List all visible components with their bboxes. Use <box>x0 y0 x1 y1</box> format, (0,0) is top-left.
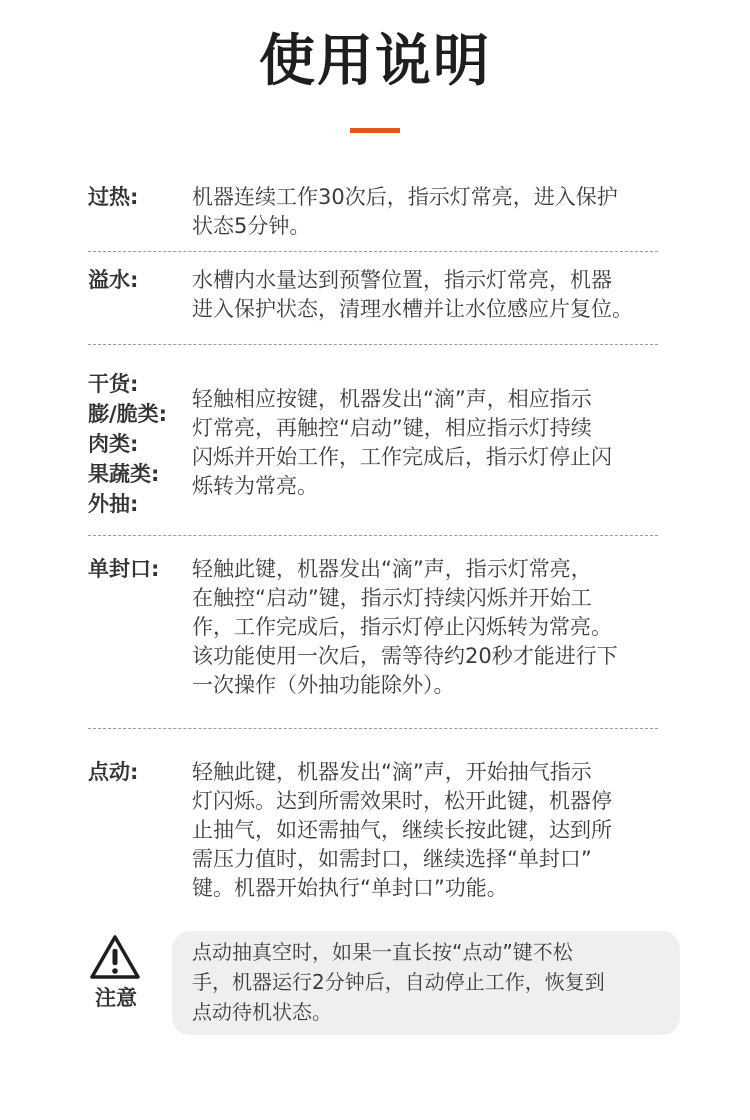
notice-box <box>172 931 680 1035</box>
dashed-divider <box>88 344 658 345</box>
section-label-puffed-crispy: 膨/脆类: <box>88 402 168 426</box>
text-line: 该功能使用一次后，需等待约20秒才能进行下 <box>192 644 618 668</box>
section-text-single-seal <box>192 555 660 700</box>
text-line: 烁转为常亮。 <box>192 474 318 498</box>
section-label-dry-goods: 干货: <box>88 372 139 396</box>
section-label-fruit-veg: 果蔬类: <box>88 462 160 486</box>
text-line: 水槽内水量达到预警位置，指示灯常亮，机器 <box>192 268 612 292</box>
text-line: 灯常亮，再触控“启动”键，相应指示灯持续 <box>192 416 592 440</box>
section-label-meat: 肉类: <box>88 432 139 456</box>
text-line: 机器连续工作30次后，指示灯常亮，进入保护 <box>192 185 618 209</box>
text-line: 手，机器运行2分钟后，自动停止工作，恢复到 <box>192 970 605 994</box>
text-line: 点动待机状态。 <box>192 1000 332 1024</box>
text-line: 轻触相应按键，机器发出“滴”声，相应指示 <box>192 387 592 411</box>
text-line: 点动抽真空时，如果一直长按“点动”键不松 <box>192 940 573 964</box>
text-line: 一次操作（外抽功能除外）。 <box>192 673 455 697</box>
section-label-single-seal: 单封口: <box>88 557 160 581</box>
section-text-pulse <box>192 758 660 903</box>
section-label-overflow: 溢水: <box>88 268 139 292</box>
text-line: 闪烁并开始工作，工作完成后，指示灯停止闪 <box>192 445 612 469</box>
section-label-overheat: 过热: <box>88 185 139 209</box>
dashed-divider <box>88 728 658 729</box>
text-line: 轻触此键，机器发出“滴”声，指示灯常亮， <box>192 557 592 581</box>
text-line: 状态5分钟。 <box>192 214 311 238</box>
text-line: 在触控“启动”键，指示灯持续闪烁并开始工 <box>192 586 592 610</box>
page-title: 使用说明 <box>259 29 491 94</box>
text-line: 键。机器开始执行“单封口”功能。 <box>192 876 508 900</box>
dashed-divider <box>88 251 658 252</box>
section-label-external: 外抽: <box>88 492 139 516</box>
title-accent-bar <box>350 128 400 133</box>
text-line: 需压力值时，如需封口，继续选择“单封口” <box>192 847 592 871</box>
text-line: 止抽气，如还需抽气，继续长按此键，达到所 <box>192 818 612 842</box>
notice-text <box>192 937 672 1027</box>
text-line: 轻触此键，机器发出“滴”声，开始抽气指示 <box>192 760 592 784</box>
section-text-overflow <box>192 266 660 324</box>
warning-triangle-icon <box>89 934 141 980</box>
dashed-divider <box>88 535 658 536</box>
section-text-overheat <box>192 183 660 241</box>
text-line: 灯闪烁。达到所需效果时，松开此键，机器停 <box>192 789 612 813</box>
text-line: 作，工作完成后，指示灯停止闪烁转为常亮。 <box>192 615 612 639</box>
section-text-food-modes <box>192 385 660 501</box>
warning-label: 注意 <box>95 986 137 1010</box>
section-label-pulse: 点动: <box>88 760 139 784</box>
text-line: 进入保护状态，清理水槽并让水位感应片复位。 <box>192 297 633 321</box>
